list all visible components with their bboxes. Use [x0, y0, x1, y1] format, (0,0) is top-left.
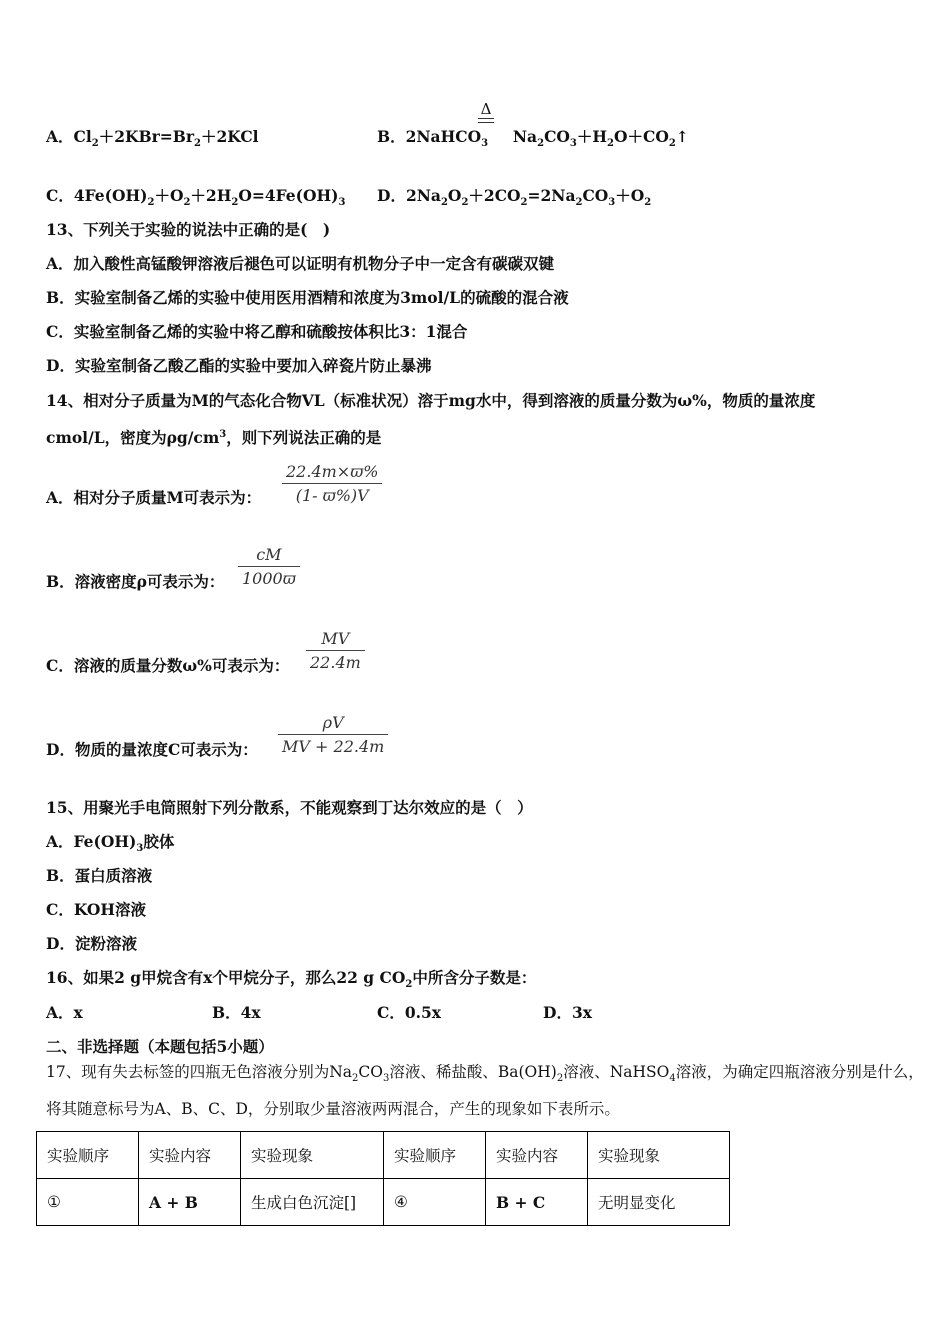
q12-c-sub: 2 — [147, 197, 155, 209]
q15-option-d: D．淀粉溶液 — [46, 934, 137, 953]
table-cell: 生成白色沉淀[] — [241, 1179, 384, 1226]
q13-option-b: B．实验室制备乙烯的实验中使用医用酒精和浓度为3mol/L的硫酸的混合液 — [46, 288, 569, 307]
q12-c-part2: ＋O — [154, 186, 184, 205]
table-cell: B + C — [486, 1179, 588, 1226]
q12-b-part3: CO — [544, 127, 570, 146]
q12-b-part6: ↑ — [675, 127, 689, 146]
q12-a-part2: ＋2KBr=Br — [98, 127, 195, 146]
q12-a-part3: ＋2KCl — [200, 127, 259, 146]
q17-line1-c: 溶液、稀盐酸、Ba(OH) — [389, 1063, 557, 1081]
q12-b-part1: B．2NaHCO — [377, 127, 482, 146]
q16-stem-suffix: 中所含分子数是： — [412, 968, 537, 987]
q16-stem-prefix: 16、如果2 g甲烷含有x个甲烷分子，那么22 g CO — [46, 968, 406, 987]
q17-stem-line2: 将其随意标号为A、B、C、D，分别取少量溶液两两混合，产生的现象如下表所示。 — [46, 1100, 620, 1118]
q12-c-part3: ＋2H — [190, 186, 232, 205]
q12-a-sub: 2 — [194, 138, 201, 150]
q12-d-sub: 2 — [461, 197, 469, 209]
q14-option-b-fraction — [238, 545, 300, 588]
fraction-numerator: ρV — [322, 713, 344, 732]
q12-d-part4: =2Na — [527, 186, 576, 205]
q14-option-d-label: D．物质的量浓度C可表示为： — [46, 740, 258, 759]
q12-b-sub: 3 — [569, 138, 577, 150]
q12-b-sub: 2 — [607, 138, 614, 150]
q12-option-b — [377, 127, 689, 150]
table-header-cell: 实验内容 — [486, 1132, 588, 1179]
fraction-denominator: MV + 22.4m — [282, 737, 385, 756]
q12-d-sub: 2 — [575, 197, 583, 209]
table-header-cell: 实验顺序 — [37, 1132, 139, 1179]
q17-sub: 3 — [382, 1073, 390, 1085]
q12-d-part6: ＋O — [615, 186, 645, 205]
fraction-numerator: 22.4m×ϖ% — [286, 462, 379, 481]
table-cell: ① — [37, 1179, 139, 1226]
table-cell: ④ — [384, 1179, 486, 1226]
q12-b-part5: O＋CO — [614, 127, 669, 146]
q15-a-sub: 3 — [136, 843, 144, 855]
q14-option-c-fraction — [306, 629, 365, 672]
q17-sub: 2 — [556, 1073, 564, 1085]
q12-c-sub: 3 — [338, 197, 346, 209]
q12-c-sub: 2 — [183, 197, 191, 209]
fraction-numerator: cM — [256, 545, 282, 564]
fraction-denominator: 22.4m — [310, 653, 361, 672]
table-header-row — [37, 1132, 730, 1179]
q12-b-part2: Na — [512, 127, 538, 146]
q12-option-c — [46, 186, 346, 209]
q16-option-d: D．3x — [543, 1003, 592, 1022]
q14-option-b-label: B．溶液密度ρ可表示为： — [46, 572, 225, 591]
q12-d-sub: 2 — [644, 197, 652, 209]
fraction-denominator: 1000ϖ — [242, 569, 296, 588]
q14-stem-line2-text: cmol/L，密度为ρg/cm — [46, 428, 220, 447]
q14-stem-line1: 14、相对分子质量为M的气态化合物VL（标准状况）溶于mg水中，得到溶液的质量分数为ω%，物质的量浓度 — [46, 391, 816, 410]
q13-stem-text: 13、下列关于实验的说法中正确的是( ) — [46, 220, 331, 239]
q12-b-part4: ＋H — [576, 127, 608, 146]
q16-option-b: B．4x — [212, 1003, 261, 1022]
q17-sub: 2 — [352, 1073, 359, 1085]
table-header-cell: 实验现象 — [241, 1132, 384, 1179]
q14-option-a-fraction — [282, 462, 382, 505]
q12-a-part1: A．Cl — [46, 127, 92, 146]
fraction-numerator: MV — [321, 629, 350, 648]
q14-stem-line2 — [46, 428, 381, 448]
q16-option-a: A．x — [46, 1003, 83, 1022]
experiment-table — [36, 1131, 730, 1226]
q13-option-c: C．实验室制备乙烯的实验中将乙醇和硫酸按体积比3：1混合 — [46, 322, 468, 341]
q17-line1-d: 溶液、NaHSO — [563, 1063, 670, 1081]
q14-option-c-label: C．溶液的质量分数ω%可表示为： — [46, 656, 290, 675]
q15-option-c: C．KOH溶液 — [46, 900, 147, 919]
q15-option-a — [46, 832, 175, 855]
table-row — [37, 1179, 730, 1226]
q13-option-a: A．加入酸性高锰酸钾溶液后褪色可以证明有机物分子中一定含有碳碳双键 — [46, 254, 555, 273]
heating-condition-symbol: Δ — [478, 100, 494, 119]
q12-d-sub: 2 — [440, 197, 448, 209]
q16-stem — [46, 968, 537, 991]
fraction-denominator: (1- ϖ%)V — [295, 486, 369, 505]
q12-b-sub: 2 — [537, 138, 545, 150]
q14-stem-line2-end: ，则下列说法正确的是 — [226, 428, 382, 447]
q14-option-a-label: A．相对分子质量M可表示为： — [46, 488, 262, 507]
q15-option-b: B．蛋白质溶液 — [46, 866, 153, 885]
q17-stem-line1 — [46, 1062, 924, 1085]
q15-stem: 15、用聚光手电筒照射下列分散系，不能观察到丁达尔效应的是（ ） — [46, 798, 533, 817]
q12-b-sub: 2 — [668, 138, 676, 150]
table-cell: 无明显变化 — [588, 1179, 730, 1226]
q12-d-sub: 2 — [520, 197, 528, 209]
q14-stem-sup: 3 — [219, 428, 227, 440]
section-heading: 二、非选择题（本题包括5小题） — [46, 1037, 274, 1056]
q13-option-d: D．实验室制备乙酸乙酯的实验中要加入碎瓷片防止暴沸 — [46, 356, 432, 375]
q12-c-part4: O=4Fe(OH) — [238, 186, 339, 205]
q16-stem-sub: 2 — [405, 979, 413, 991]
q12-a-sub: 2 — [91, 138, 99, 150]
q17-line1-e: 溶液，为确定四瓶溶液分别是什么， — [675, 1063, 924, 1081]
heating-arrow-line — [478, 122, 494, 123]
q15-a-prefix: A．Fe(OH) — [46, 832, 137, 851]
q13-stem — [46, 220, 330, 240]
q17-line1-b: CO — [358, 1063, 383, 1081]
q16-option-c: C．0.5x — [377, 1003, 442, 1022]
q12-option-d — [377, 186, 652, 209]
table-header-cell: 实验顺序 — [384, 1132, 486, 1179]
q12-d-sub: 3 — [608, 197, 616, 209]
table-cell: A + B — [139, 1179, 241, 1226]
q15-a-suffix: 胶体 — [143, 832, 175, 851]
q12-b-sub: 3 — [481, 138, 489, 150]
q12-d-part2: O — [447, 186, 462, 205]
q12-d-part3: ＋2CO — [468, 186, 521, 205]
q14-option-d-fraction — [278, 713, 388, 756]
table-header-cell: 实验内容 — [139, 1132, 241, 1179]
q12-d-part5: CO — [582, 186, 609, 205]
q12-c-part1: C．4Fe(OH) — [46, 186, 148, 205]
q12-c-sub: 2 — [231, 197, 239, 209]
table-header-cell: 实验现象 — [588, 1132, 730, 1179]
q17-sub: 4 — [669, 1073, 676, 1085]
q17-line1-a: 17、现有失去标签的四瓶无色溶液分别为Na — [46, 1063, 353, 1081]
q12-option-a — [46, 127, 259, 150]
q12-d-part1: D．2Na — [377, 186, 441, 205]
